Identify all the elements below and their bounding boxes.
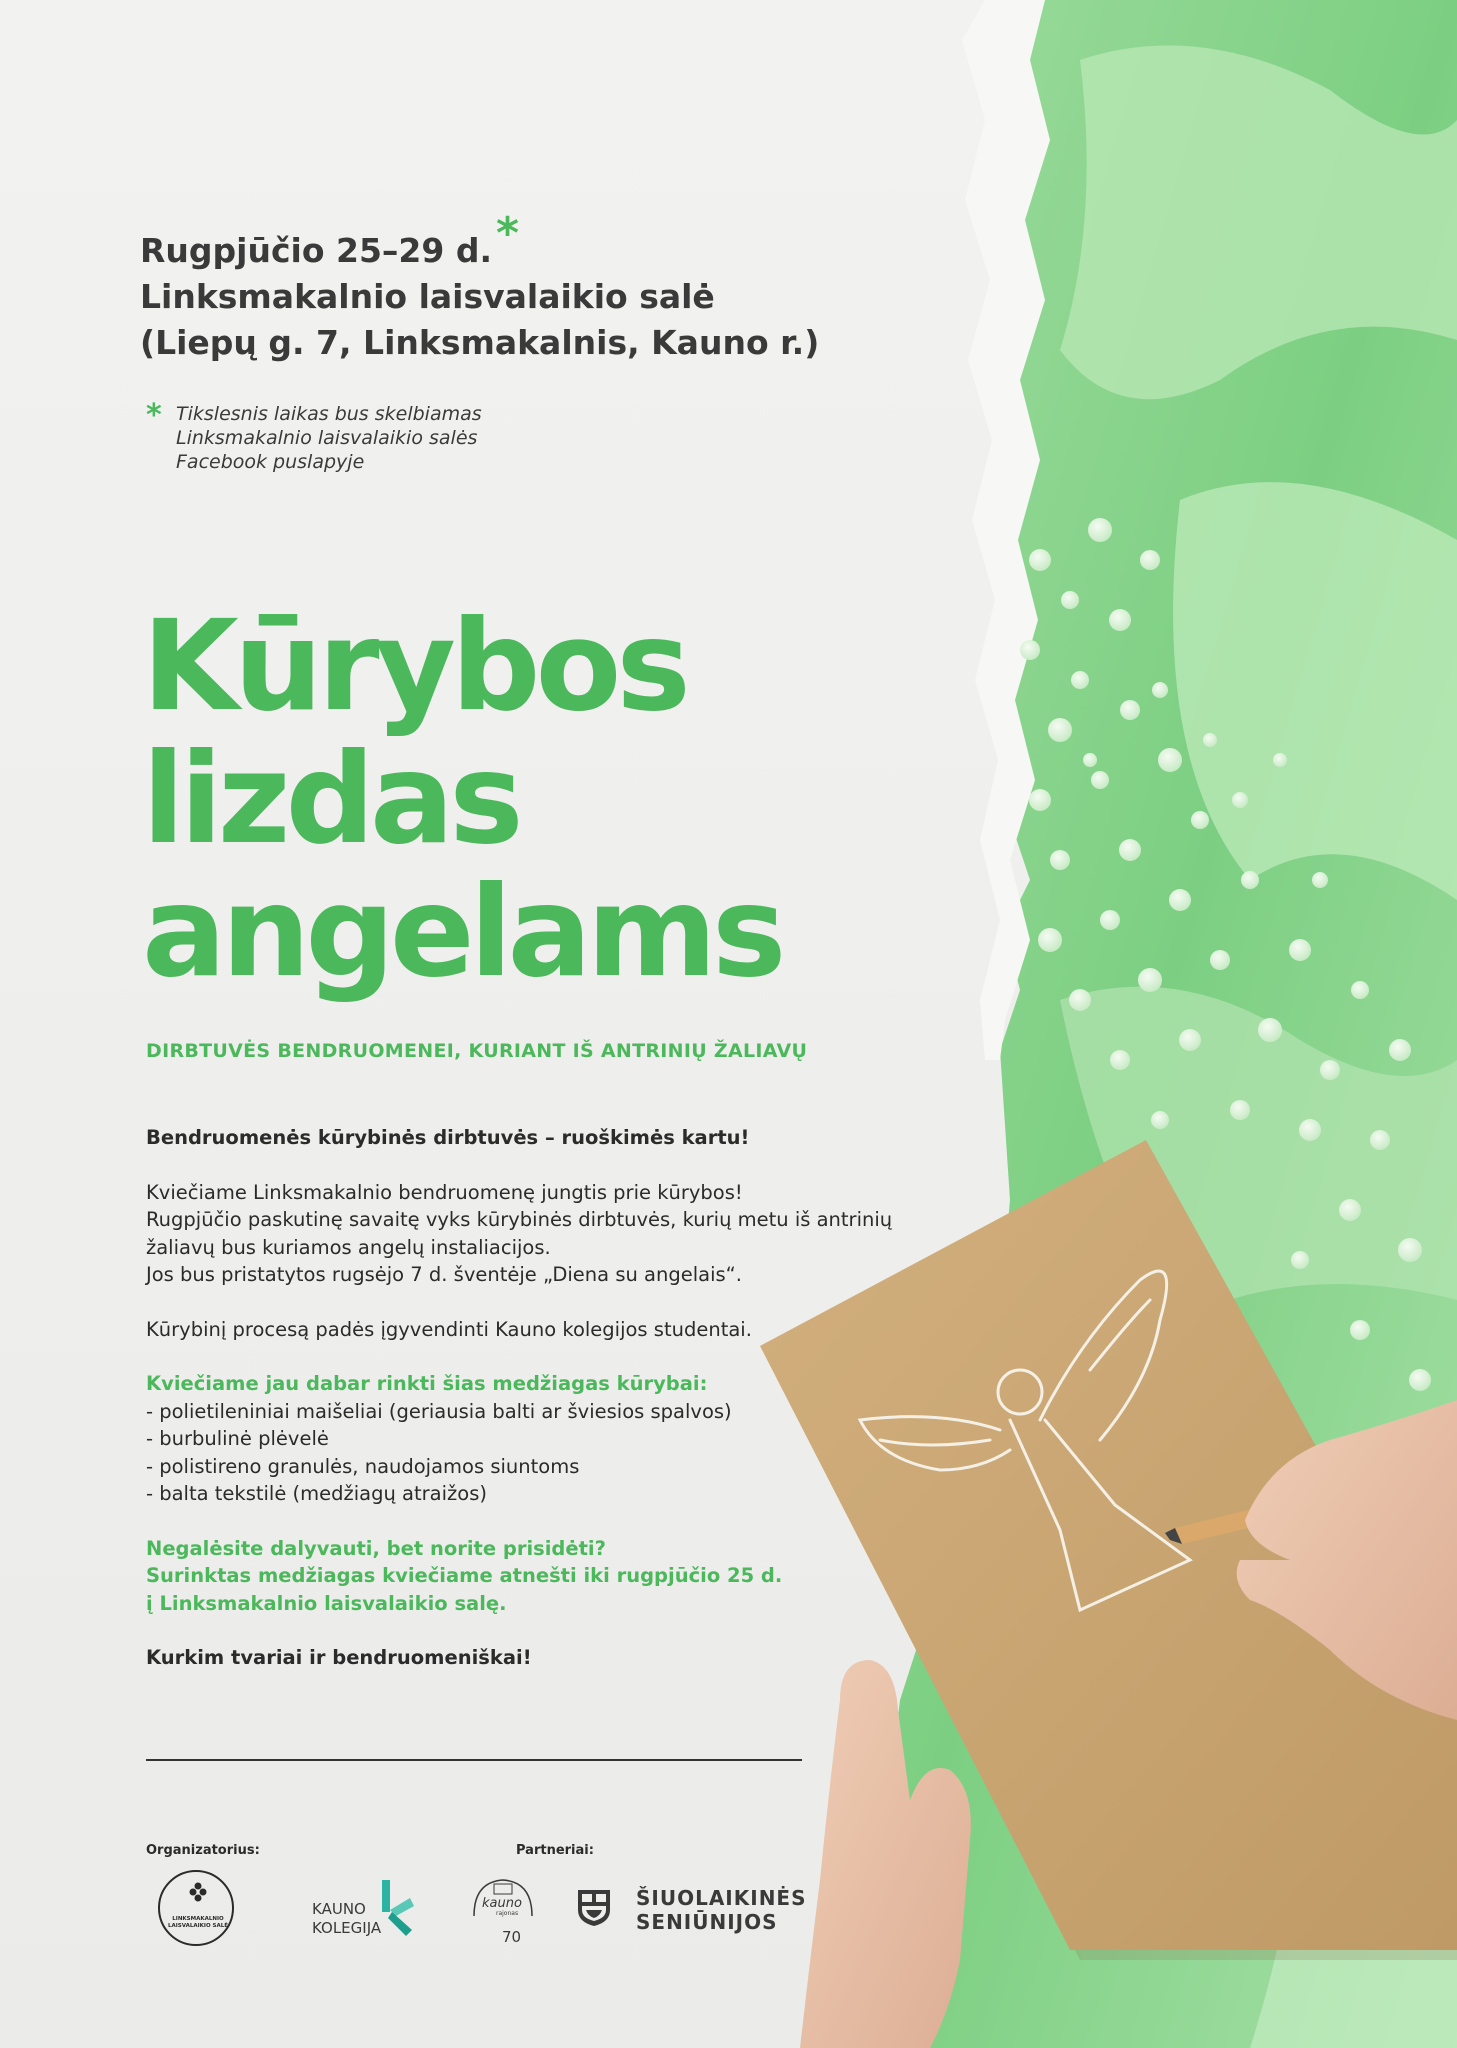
title-line: angelams <box>142 860 782 1005</box>
note-line: Facebook puslapyje <box>176 451 365 473</box>
time-note <box>146 398 566 474</box>
contribute-line: į Linksmakalnio laisvalaikio salę. <box>146 1591 507 1615</box>
event-date-line <box>140 208 860 274</box>
note-asterisk: * <box>146 398 162 433</box>
kauno-kolegija-logo <box>312 1876 422 1942</box>
seniunijos-logo <box>576 1882 816 1932</box>
invite-line: Rugpjūčio paskutinę savaitę vyks kūrybinės dirbtuvės, kurių metu iš antrinių <box>146 1208 893 1231</box>
title-line: lizdas <box>142 727 519 872</box>
organizer-logo-mark <box>188 1882 208 1904</box>
students-line: Kūrybinį procesą padės įgyvendinti Kauno kolegijos studentai. <box>146 1317 752 1341</box>
seniunijos-line: SENIŪNIJOS <box>636 1910 778 1934</box>
partners-label: Partneriai: <box>516 1843 594 1858</box>
kr-name: kauno <box>482 1896 522 1911</box>
material-item: - balta tekstilė (medžiagų atraižos) <box>146 1482 487 1505</box>
event-info <box>140 208 860 366</box>
organizer-logo-line: LINKSMAKALNIO <box>172 1916 224 1922</box>
organizer-logo-line: LAISVALAIKIO SALĖ <box>167 1923 229 1929</box>
seniunijos-line: ŠIUOLAIKINĖS <box>636 1886 807 1910</box>
kk-k-icon <box>378 1880 418 1936</box>
poster-body <box>146 1124 966 1672</box>
kr-number: 70 <box>502 1928 522 1946</box>
poster-subtitle: DIRBTUVĖS BENDRUOMENEI, KURIANT IŠ ANTRINIŲ ŽALIAVŲ <box>146 1040 808 1062</box>
kauno-rajonas-logo <box>468 1870 538 1950</box>
organizer-label: Organizatorius: <box>146 1843 260 1858</box>
material-item: - polistireno granulės, naudojamos siuntoms <box>146 1454 580 1478</box>
note-line: Tikslesnis laikas bus skelbiamas <box>176 403 482 425</box>
note-line: Linksmakalnio laisvalaikio salės <box>176 427 478 449</box>
event-venue: Linksmakalnio laisvalaikio salė <box>140 277 715 316</box>
kk-line: KAUNO <box>312 1900 366 1918</box>
body-heading: Bendruomenės kūrybinės dirbtuvės – ruoškimės kartu! <box>146 1126 750 1149</box>
event-date: Rugpjūčio 25–29 d. <box>140 231 492 270</box>
kr-sub: rajonas <box>496 1910 519 1917</box>
invite-line: žaliavų bus kuriamos angelų instaliacijos. <box>146 1235 551 1259</box>
closing-line: Kurkim tvariai ir bendruomeniškai! <box>146 1646 532 1669</box>
contribute-line: Negalėsite dalyvauti, bet norite prisidėti? <box>146 1536 606 1560</box>
material-item: - burbulinė plėvelė <box>146 1427 329 1450</box>
materials-heading: Kviečiame jau dabar rinkti šias medžiagas kūrybai: <box>146 1372 708 1395</box>
contribute-line: Surinktas medžiagas kviečiame atnešti iki rugpjūčio 25 d. <box>146 1564 783 1587</box>
invite-line: Jos bus pristatytos rugsėjo 7 d. šventėje „Diena su angelais“. <box>146 1263 742 1286</box>
material-item: - polietileniniai maišeliai (geriausia balti ar šviesios spalvos) <box>146 1399 732 1423</box>
invite-line: Kviečiame Linksmakalnio bendruomenę jungtis prie kūrybos! <box>146 1180 743 1204</box>
seniunijos-shield-icon <box>576 1888 612 1928</box>
date-asterisk: * <box>495 208 519 259</box>
divider <box>146 1759 802 1761</box>
title-line: Kūrybos <box>142 594 686 739</box>
poster-title <box>142 594 962 1005</box>
organizer-logo <box>158 1870 234 1946</box>
kk-line: KOLEGIJA <box>312 1919 382 1937</box>
event-address: (Liepų g. 7, Linksmakalnis, Kauno r.) <box>140 323 820 362</box>
